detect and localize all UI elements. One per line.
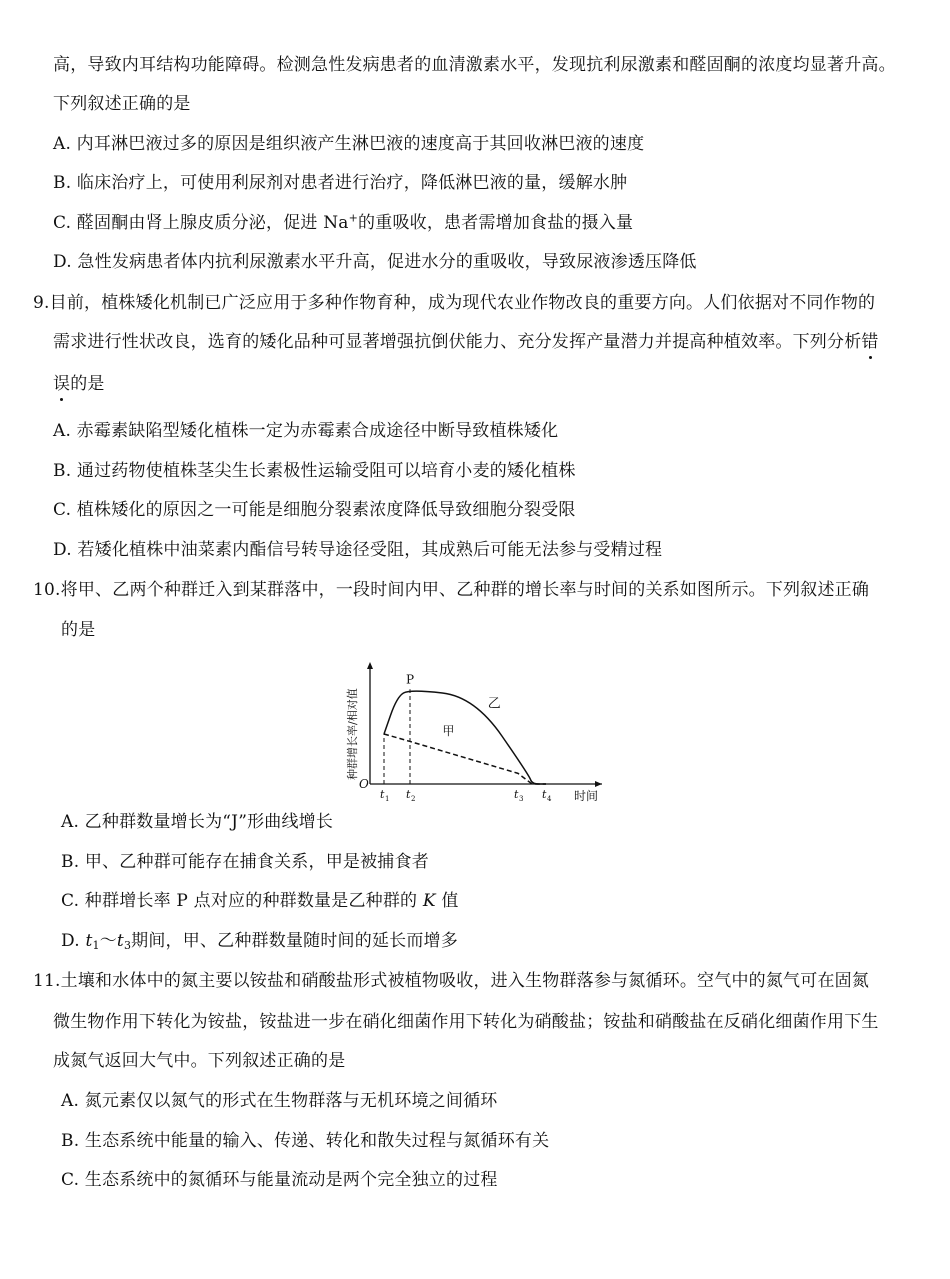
q8-stem-line2: 下列叙述正确的是 [53,94,191,114]
tick-label-t3: t [514,788,519,801]
q8-option-b: B. 临床治疗上，可使用利尿剂对患者进行治疗，降低淋巴液的量，缓解水肿 [53,173,628,193]
q8-option-a: A. 内耳淋巴液过多的原因是组织液产生淋巴液的速度高于其回收淋巴液的速度 [53,134,645,154]
tick-sub-t3: 3 [519,795,524,803]
tick-label-t1: t [380,788,385,801]
q11-option-b: B. 生态系统中能量的输入、传递、转化和散失过程与氮循环有关 [61,1131,550,1151]
q11-stem-line3: 成氮气返回大气中。下列叙述正确的是 [53,1051,346,1071]
q11-number: 11. [33,971,61,991]
q10-stem-line2: 的是 [61,620,96,640]
tick-label-t4: t [542,788,547,801]
tick-sub-t1: 1 [385,795,390,803]
legend-label-jia: 甲 [442,724,455,739]
q8-option-d: D. 急性发病患者体内抗利尿激素水平升高，促进水分的重吸收，导致尿液渗透压降低 [53,252,697,272]
legend-label-yi: 乙 [487,696,501,712]
q10-option-d-pre: D. [61,931,86,951]
q10-option-d-post: 期间，甲、乙种群数量随时间的延长而增多 [131,931,458,951]
chart-svg [340,662,610,812]
q11-stem-line2: 微生物作用下转化为铵盐，铵盐进一步在硝化细菌作用下转化为硝酸盐；铵盐和硝酸盐在反硝化细菌作用下生 [53,1012,879,1032]
q11-option-a: A. 氮元素仅以氮气的形式在生物群落与无机环境之间循环 [61,1091,498,1111]
series-line-yi [384,691,546,784]
q10-option-c-pre: C. 种群增长率 P 点对应的种群数量是乙种群的 [61,891,423,911]
peak-label: P [406,672,415,687]
q9-emphasis-char2: 误 [53,374,71,394]
q9-stem-text2: 需求进行性状改良，选育的矮化品种可显著增强抗倒伏能力、充分发挥产量潜力并提高种植效率。下列分析 [53,332,862,352]
x-axis-arrow [595,781,602,787]
tick-sub-t4: 4 [547,795,552,803]
q8-option-c [0,211,950,235]
q10-option-b: B. 甲、乙种群可能存在捕食关系，甲是被捕食者 [61,852,429,872]
q10-option-a: A. 乙种群数量增长为“J”形曲线增长 [61,812,334,832]
q8-option-c-pre: C. 醛固酮由肾上腺皮质分泌，促进 Na [53,213,349,233]
q10-number: 10. [33,580,61,600]
q10-stem-line1 [0,578,950,602]
q9-option-a: A. 赤霉素缺陷型矮化植株一定为赤霉素合成途径中断导致植株矮化 [53,421,559,441]
q9-option-d: D. 若矮化植株中油菜素内酯信号转导途径受阻，其成熟后可能无法参与受精过程 [53,540,663,560]
y-axis-label: 种群增长率/相对值 [346,688,359,780]
y-axis-arrow [367,662,373,669]
q10-option-d-t1: t [85,931,93,951]
q10-option-d-t3-sub: 3 [123,939,132,952]
q10-option-d [0,929,950,958]
q9-stem-line2 [0,330,950,354]
q9-emphasis-char1: 错 [861,332,879,352]
q11-option-c: C. 生态系统中的氮循环与能量流动是两个完全独立的过程 [61,1170,498,1190]
q10-option-d-mid: ～ [99,931,117,951]
q8-stem-line1: 高，导致内耳结构功能障碍。检测急性发病患者的血清激素水平，发现抗利尿激素和醛固酮的浓度均显著升高。 [53,55,896,75]
tick-sub-t2: 2 [411,795,416,803]
q9-number: 9. [33,293,50,313]
q9-option-b: B. 通过药物使植株茎尖生长素极性运输受阻可以培育小麦的矮化植株 [53,461,576,481]
series-line-jia [384,734,546,784]
q9-stem-text3: 的是 [70,374,105,394]
q8-option-c-post: 的重吸收，患者需增加食盐的摄入量 [358,213,634,233]
tick-label-t2: t [406,788,411,801]
q9-stem-text1: 目前，植株矮化机制已广泛应用于多种作物育种，成为现代农业作物改良的重要方向。人们依据对不同作物的 [49,293,876,313]
q11-stem-text1: 土壤和水体中的氮主要以铵盐和硝酸盐形式被植物吸收，进入生物群落参与氮循环。空气中的氮气可在固氮 [60,971,870,991]
q10-option-c [0,889,950,913]
q10-option-d-t1-sub: 1 [92,939,100,952]
q11-stem-line1 [0,969,950,993]
q10-option-d-t3: t [116,931,124,951]
q9-stem-line3 [0,372,950,396]
q10-option-c-k: K [422,891,436,911]
q8-option-c-sup: + [348,211,359,225]
x-axis-label: 时间 [574,789,599,803]
q9-option-c: C. 植株矮化的原因之一可能是细胞分裂素浓度降低导致细胞分裂受限 [53,500,576,520]
origin-label: O [359,777,369,791]
q10-option-c-post: 值 [435,891,459,911]
q10-stem-text1: 将甲、乙两个种群迁入到某群落中，一段时间内甲、乙种群的增长率与时间的关系如图所示。下列叙述正确 [60,580,870,600]
growth-rate-chart [340,662,610,812]
q9-stem-line1 [0,291,950,315]
